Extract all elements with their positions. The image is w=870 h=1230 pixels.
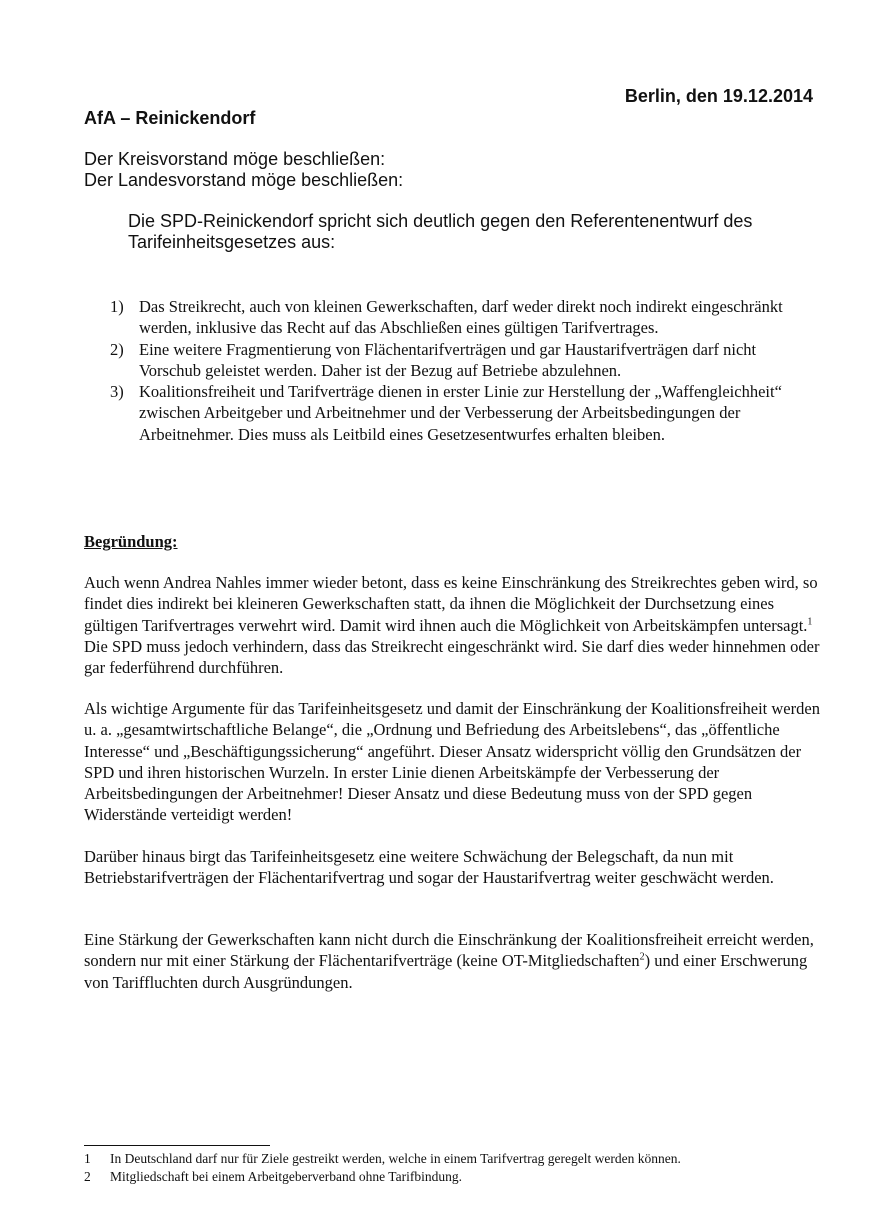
demand-item (110, 339, 810, 382)
justification-paragraph-3: Darüber hinaus birgt das Tarifeinheitsgesetz eine weitere Schwächung der Belegschaft, da nun mit Betriebstarifverträgen der Flächentarifvertrag und sogar der Haustarifvertrag weiter geschwächt werden. (84, 847, 774, 888)
organization-name: AfA – Reinickendorf (84, 108, 256, 128)
footnote-text: In Deutschland darf nur für Ziele gestreikt werden, welche in einem Tarifvertrag geregelt werden können. (110, 1151, 681, 1166)
justification-heading: Begründung: (84, 532, 178, 551)
justification-paragraph-2: Als wichtige Argumente für das Tarifeinheitsgesetz und damit der Einschränkung der Koalitionsfreiheit werden u. a. „gesamtwirtschaftliche Belange“, die „Ordnung und Befriedung des Arbeitslebens“, das „öffentliche Interesse“ und „Beschäftigungssicherung“ angeführt. Dieser Ansatz widerspricht völlig den Grundsätzen der SPD und ihren historischen Wurzeln. In erster Linie dienen Arbeitskämpfe der Verbesserung der Arbeitsbedingungen der Arbeitnehmer! Dieser Ansatz und diese Bedeutung muss von der SPD gegen Widerstände verteidigt werden! (84, 699, 820, 825)
demand-text: Eine weitere Fragmentierung von Flächentarifverträgen und gar Haustarifverträgen darf nicht Vorschub geleistet werden. Daher ist der Bezug auf Betriebe abzulehnen. (139, 339, 757, 380)
demand-text: Koalitionsfreiheit und Tarifverträge dienen in erster Linie zur Herstellung der „Waffengleichheit“ zwischen Arbeitgeber und Arbeitnehmer und der Verbesserung der Arbeitsbedingungen der Arbeitnehmer. Dies muss als Leitbild eines Gesetzesentwurfes erhalten bleiben. (139, 382, 782, 444)
footnote-text: Mitgliedschaft bei einem Arbeitgeberverband ohne Tarifbindung. (110, 1169, 462, 1184)
demand-item (110, 381, 810, 445)
footnote-2 (84, 1169, 462, 1185)
document-date: Berlin, den 19.12.2014 (624, 86, 813, 106)
footnote-number: 2 (84, 1169, 91, 1184)
demand-number: 1) (110, 297, 124, 316)
demands-list (110, 296, 810, 445)
demand-text: Das Streikrecht, auch von kleinen Gewerkschaften, darf weder direkt noch indirekt eingeschränkt werden, inklusive das Recht auf das Abschließen eines gültigen Tarifvertrages. (139, 297, 783, 338)
justification-paragraph-4 (84, 929, 829, 993)
paragraph-text: Eine Stärkung der Gewerkschaften kann nicht durch die Einschränkung der Koalitionsfreiheit erreicht werden, sondern nur mit einer Stärkung der Flächentarifverträge (keine OT-Mitgliedschaften (84, 930, 814, 971)
justification-paragraph-1 (84, 572, 829, 678)
footnote-separator (84, 1145, 270, 1146)
demand-number: 2) (110, 339, 124, 359)
paragraph-text: Auch wenn Andrea Nahles immer wieder betont, dass es keine Einschränkung des Streikrechtes geben wird, so findet dies indirekt bei kleineren Gewerkschaften statt, da ihnen die Möglichkeit der Durchsetzung eines gültigen Tarifvertrages verwehrt wird. Damit wird ihnen auch die Möglichkeit von Arbeitskämpfen untersagt. (84, 573, 818, 635)
motion-line-state-board: Der Landesvorstand möge beschließen: (84, 170, 404, 190)
footnote-number: 1 (84, 1151, 91, 1166)
motion-intro: Die SPD-Reinickendorf spricht sich deutlich gegen den Referentenentwurf des Tarifeinheitsgesetzes aus: (128, 211, 753, 252)
demand-item (110, 296, 810, 339)
paragraph-text: Die SPD muss jedoch verhindern, dass das Streikrecht eingeschränkt wird. Sie darf dies weder hinnehmen oder gar federführend durchführen. (84, 636, 820, 678)
footnote-1 (84, 1151, 681, 1167)
demand-number: 3) (110, 382, 124, 402)
paragraph-text: ) und einer Erschwerung von Tariffluchten durch Ausgründungen. (84, 951, 808, 992)
footnote-reference: 2 (639, 951, 645, 963)
motion-line-district-board: Der Kreisvorstand möge beschließen: (84, 149, 386, 169)
footnote-reference: 1 (807, 616, 813, 628)
